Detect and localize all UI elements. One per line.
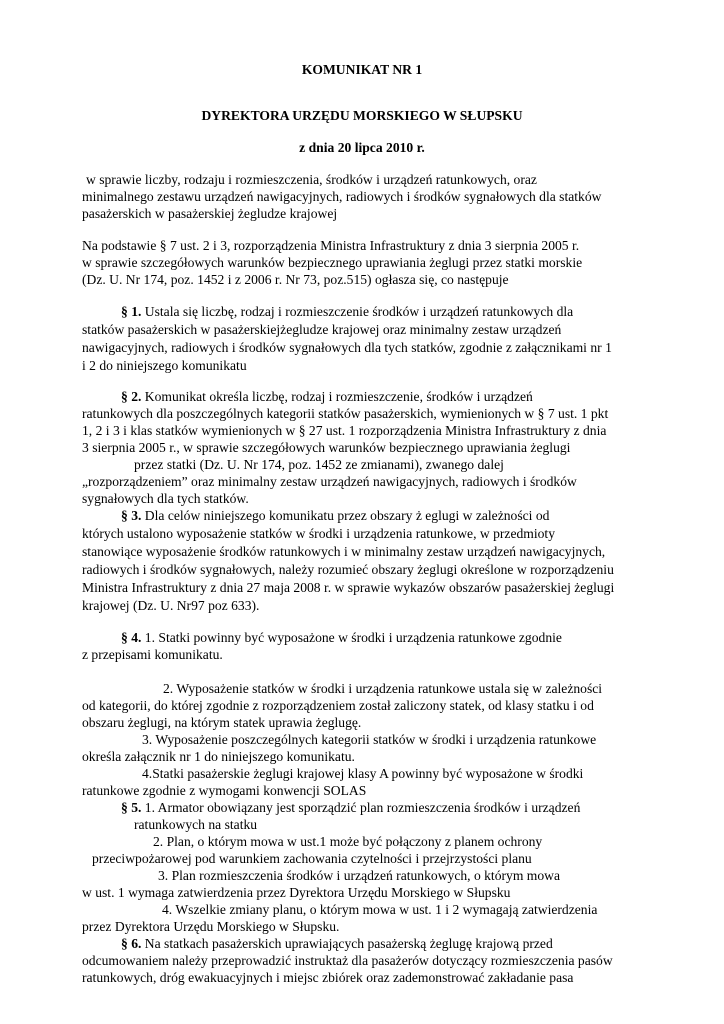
section-3-line: których ustalono wyposażenie statków w środki i urządzenia ratunkowe, w przedmioty bbox=[82, 526, 556, 541]
section-3-line: Ministra Infrastruktury z dnia 27 maja 2008 r. w sprawie wykazów obszarów pasażerskiej żeglugi bbox=[82, 580, 615, 595]
section-5-line: ratunkowych na statku bbox=[134, 817, 258, 832]
section-4-para-3: określa załącznik nr 1 do niniejszego komunikatu. bbox=[82, 749, 355, 764]
intro-line: w sprawie liczby, rodzaju i rozmieszczenia, środków i urządzeń ratunkowych, oraz bbox=[86, 172, 537, 187]
section-3-first-line bbox=[121, 508, 549, 524]
document-date: z dnia 20 lipca 2010 r. bbox=[299, 140, 425, 155]
section-6-line: odcumowaniem należy przeprowadzić instruktaż dla pasażerów dotyczący rozmieszczenia pasów bbox=[82, 953, 613, 968]
section-1-mark: § 1. bbox=[121, 304, 142, 319]
section-6-line: ratunkowych, dróg ewakuacyjnych i miejsc zbiórek oraz zademonstrować zakładanie pasa bbox=[82, 970, 574, 985]
section-2-line: ratunkowych dla poszczególnych kategorii statków pasażerskich, wymienionych w § 7 ust. 1 pkt bbox=[82, 406, 609, 421]
intro-line: minimalnego zestawu urządzeń nawigacyjnych, radiowych i środków sygnałowych dla statków bbox=[82, 189, 602, 204]
section-4-para-2: od kategorii, do której zgodnie z rozporządzeniem został zaliczony statek, od klasy statku i od bbox=[82, 698, 594, 713]
document-subtitle: DYREKTORA URZĘDU MORSKIEGO W SŁUPSKU bbox=[201, 108, 523, 123]
section-4-para-2: obszaru żeglugi, na którym statek uprawia żeglugę. bbox=[82, 715, 362, 730]
section-2-first-line bbox=[121, 389, 533, 405]
section-4-para-4: ratunkowe zgodnie z wymogami konwencji SOLAS bbox=[82, 783, 367, 798]
section-2-line: sygnałowych dla tych statków. bbox=[82, 491, 249, 506]
section-5-para-3: w ust. 1 wymaga zatwierdzenia przez Dyrektora Urzędu Morskiego w Słupsku bbox=[82, 885, 511, 900]
section-2-mark: § 2. bbox=[121, 389, 142, 404]
basis-line: (Dz. U. Nr 174, poz. 1452 i z 2006 r. Nr 73, poz.515) ogłasza się, co następuje bbox=[82, 272, 509, 287]
section-5-para-3: 3. Plan rozmieszczenia środków i urządzeń ratunkowych, o którym mowa bbox=[158, 868, 561, 883]
section-1-line: nawigacyjnych, radiowych i środków sygnałowych dla tych statków, zgodnie z załącznikami nr 1 bbox=[82, 340, 612, 355]
section-4-first-line bbox=[121, 630, 562, 646]
section-5-para-4: przez Dyrektora Urzędu Morskiego w Słupsku. bbox=[82, 919, 340, 934]
basis-line: Na podstawie § 7 ust. 2 i 3, rozporządzenia Ministra Infrastruktury z dnia 3 sierpnia 2005 r. bbox=[82, 238, 580, 253]
section-2-line: 3 sierpnia 2005 r., w sprawie szczegółowych warunków bezpiecznego uprawiania żeglugi bbox=[82, 440, 571, 455]
section-1-line: i 2 do niniejszego komunikatu bbox=[82, 358, 247, 373]
section-6-mark: § 6. bbox=[121, 936, 142, 951]
section-2-line: „rozporządzeniem” oraz minimalny zestaw urządzeń nawigacyjnych, radiowych i środków bbox=[82, 474, 577, 489]
section-1-line: statków pasażerskich w pasażerskiejżegludze krajowej oraz minimalny zestaw urządzeń bbox=[82, 322, 562, 337]
section-5-mark: § 5. bbox=[121, 800, 142, 815]
section-4-para-3: 3. Wyposażenie poszczególnych kategorii statków w środki i urządzenia ratunkowe bbox=[142, 732, 597, 747]
basis-line: w sprawie szczegółowych warunków bezpiecznego uprawiania żeglugi przez statki morskie bbox=[82, 255, 583, 270]
section-3-text: Dla celów niniejszego komunikatu przez obszary ż eglugi w zależności od bbox=[141, 508, 550, 523]
section-4-text: 1. Statki powinny być wyposażone w środki i urządzenia ratunkowe zgodnie bbox=[141, 630, 562, 645]
section-4-para-2: 2. Wyposażenie statków w środki i urządzenia ratunkowe ustala się w zależności bbox=[163, 681, 603, 696]
section-1-first-line bbox=[121, 304, 573, 320]
document-title: KOMUNIKAT NR 1 bbox=[301, 62, 423, 77]
section-3-mark: § 3. bbox=[121, 508, 142, 523]
section-1-text: Ustala się liczbę, rodzaj i rozmieszczenie środków i urządzeń ratunkowych dla bbox=[141, 304, 574, 319]
section-5-para-2: przeciwpożarowej pod warunkiem zachowania czytelności i przejrzystości planu bbox=[92, 851, 532, 866]
intro-line: pasażerskich w pasażerskiej żegludze krajowej bbox=[82, 206, 338, 221]
section-5-para-2: 2. Plan, o którym mowa w ust.1 może być połączony z planem ochrony bbox=[153, 834, 543, 849]
section-6-text: Na statkach pasażerskich uprawiających pasażerską żeglugę krajową przed bbox=[141, 936, 553, 951]
section-5-text: 1. Armator obowiązany jest sporządzić plan rozmieszczenia środków i urządzeń bbox=[141, 800, 581, 815]
section-5-first-line bbox=[121, 800, 580, 816]
section-5-para-4: 4. Wszelkie zmiany planu, o którym mowa w ust. 1 i 2 wymagają zatwierdzenia bbox=[162, 902, 598, 917]
section-4-line: z przepisami komunikatu. bbox=[82, 647, 223, 662]
section-3-line: krajowej (Dz. U. Nr97 poz 633). bbox=[82, 598, 260, 613]
section-2-line: przez statki (Dz. U. Nr 174, poz. 1452 ze zmianami), zwanego dalej bbox=[134, 457, 504, 472]
section-4-mark: § 4. bbox=[121, 630, 142, 645]
section-3-line: stanowiące wyposażenie środków ratunkowych i w minimalny zestaw urządzeń nawigacyjnych, bbox=[82, 544, 606, 559]
section-4-para-4: 4.Statki pasażerskie żeglugi krajowej klasy A powinny być wyposażone w środki bbox=[142, 766, 584, 781]
section-6-first-line bbox=[121, 936, 553, 952]
section-2-line: 1, 2 i 3 i klas statków wymienionych w § 27 ust. 1 rozporządzenia Ministra Infrastruktury z dnia bbox=[82, 423, 607, 438]
section-2-text: Komunikat określa liczbę, rodzaj i rozmieszczenie, środków i urządzeń bbox=[141, 389, 533, 404]
section-3-line: radiowych i środków sygnałowych, należy rozumieć obszary żeglugi określone w rozporządzeniu bbox=[82, 562, 614, 577]
